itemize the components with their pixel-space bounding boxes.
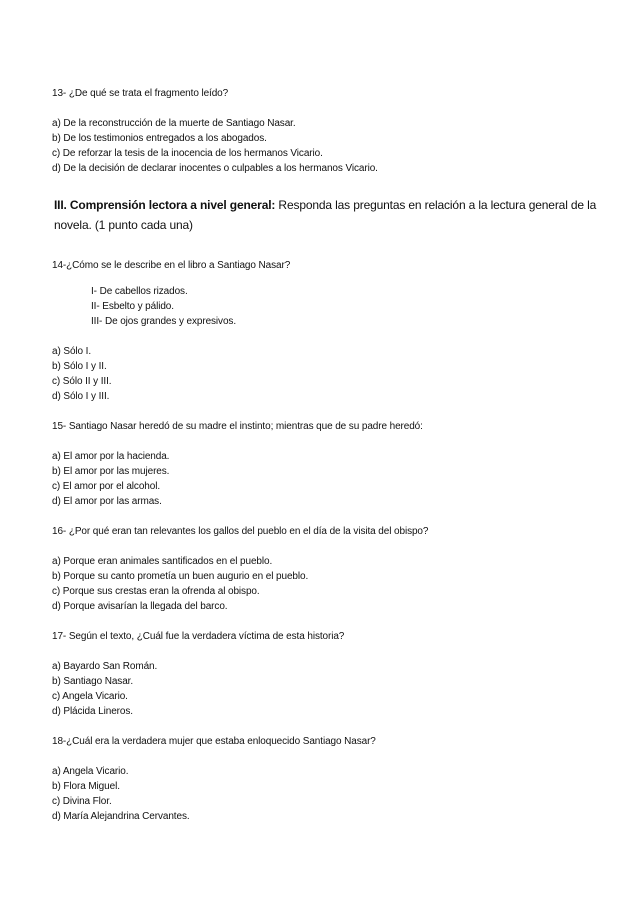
question-16: 16- ¿Por qué eran tan relevantes los gallos del pueblo en el día de la visita del obispo? [52, 526, 429, 537]
q13-option-c: c) De reforzar la tesis de la inocencia de los hermanos Vicario. [52, 148, 323, 159]
q17-option-c: c) Angela Vicario. [52, 691, 128, 702]
question-13: 13- ¿De qué se trata el fragmento leído? [52, 88, 229, 99]
question-15: 15- Santiago Nasar heredó de su madre el instinto; mientras que de su padre heredó: [52, 421, 423, 432]
q14-option-b: b) Sólo I y II. [52, 361, 107, 372]
q18-option-c: c) Divina Flor. [52, 796, 112, 807]
q18-option-a: a) Angela Vicario. [52, 766, 129, 777]
question-18: 18-¿Cuál era la verdadera mujer que estaba enloquecido Santiago Nasar? [52, 736, 376, 747]
q13-option-a: a) De la reconstrucción de la muerte de Santiago Nasar. [52, 118, 296, 129]
q17-option-d: d) Plácida Lineros. [52, 706, 133, 717]
q13-option-d: d) De la decisión de declarar inocentes o culpables a los hermanos Vicario. [52, 163, 378, 174]
q17-option-a: a) Bayardo San Román. [52, 661, 158, 672]
q14-option-a: a) Sólo I. [52, 346, 92, 357]
q15-option-b: b) El amor por las mujeres. [52, 466, 170, 477]
question-14: 14-¿Cómo se le describe en el libro a Santiago Nasar? [52, 260, 291, 271]
section-3-heading: III. Comprensión lectora a nivel general: [54, 198, 276, 212]
q14-statement-3: III- De ojos grandes y expresivos. [91, 316, 236, 327]
q16-option-d: d) Porque avisarían la llegada del barco. [52, 601, 228, 612]
q15-option-c: c) El amor por el alcohol. [52, 481, 161, 492]
q16-option-c: c) Porque sus crestas eran la ofrenda al obispo. [52, 586, 260, 597]
q16-option-a: a) Porque eran animales santificados en el pueblo. [52, 556, 273, 567]
question-17: 17- Según el texto, ¿Cuál fue la verdadera víctima de esta historia? [52, 631, 345, 642]
q15-option-a: a) El amor por la hacienda. [52, 451, 170, 462]
q14-statement-1: I- De cabellos rizados. [91, 286, 188, 297]
q14-option-d: d) Sólo I y III. [52, 391, 110, 402]
section-3-instructions [54, 195, 599, 235]
q18-option-b: b) Flora Miguel. [52, 781, 120, 792]
q15-option-d: d) El amor por las armas. [52, 496, 162, 507]
q16-option-b: b) Porque su canto prometía un buen augurio en el pueblo. [52, 571, 309, 582]
section-3-text: Responda las preguntas en relación a la lectura general de la novela. (1 punto cada una) [54, 198, 597, 232]
q18-option-d: d) María Alejandrina Cervantes. [52, 811, 190, 822]
q17-option-b: b) Santiago Nasar. [52, 676, 134, 687]
q14-option-c: c) Sólo II y III. [52, 376, 112, 387]
q14-statement-2: II- Esbelto y pálido. [91, 301, 174, 312]
q13-option-b: b) De los testimonios entregados a los abogados. [52, 133, 267, 144]
